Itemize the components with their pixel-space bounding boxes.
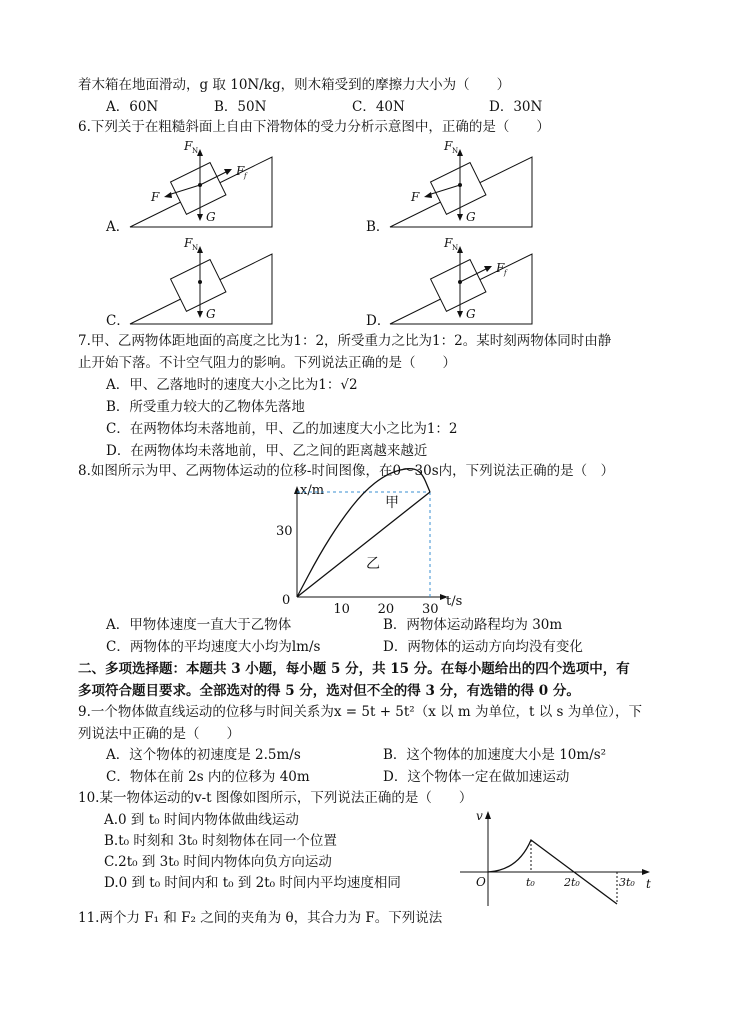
v-axis-label: v xyxy=(476,809,483,823)
g-label: G xyxy=(466,307,476,321)
q6-label-c: C． xyxy=(106,313,130,329)
q9-option-a: A．这个物体的初速度是 2.5m/s xyxy=(106,747,301,763)
ff-label: F xyxy=(236,164,245,178)
q5-option-d: D．30N xyxy=(489,99,543,115)
q5-stem-tail: 着木箱在地面滑动，g 取 10N/kg，则木箱受到的摩擦力大小为（ ） xyxy=(78,77,511,93)
t-axis-label: t xyxy=(646,877,651,891)
q10-vt-chart xyxy=(456,808,666,913)
q10-option-b: B.t₀ 时刻和 3t₀ 时刻物体在同一个位置 xyxy=(104,833,337,849)
t-tick-3t0: 3t₀ xyxy=(619,876,635,889)
q8-option-d: D．两物体的运动方向均没有变化 xyxy=(383,639,583,655)
g-label: G xyxy=(206,210,216,224)
q7-stem-1: 7.甲、乙两物体距地面的高度之比为1：2，所受重力之比为1：2。某时刻两物体同时由静 xyxy=(78,333,612,349)
ff-sub: f xyxy=(244,172,247,180)
q6-diagram-a xyxy=(110,135,280,235)
section2-heading-1: 二、多项选择题：本题共 3 小题，每小题 5 分，共 15 分。在每小题给出的四个选项中，有 xyxy=(78,661,630,677)
g-label: G xyxy=(206,307,216,321)
q10-option-c: C.2t₀ 到 3t₀ 时间内物体向负方向运动 xyxy=(104,854,332,870)
x-tick-30: 30 xyxy=(422,602,439,617)
q5-option-a: A．60N xyxy=(106,99,159,115)
q6-stem: 6.下列关于在粗糙斜面上自由下滑物体的受力分析示意图中，正确的是（ ） xyxy=(78,119,550,135)
q5-option-b: B．50N xyxy=(214,99,267,115)
q6-diagram-d xyxy=(370,232,540,332)
f-label: F xyxy=(151,190,160,204)
x-axis-label: t/s xyxy=(446,594,463,609)
q9-option-d: D．这个物体一定在做加速运动 xyxy=(383,769,570,785)
g-label: G xyxy=(466,210,476,224)
q8-option-a: A．甲物体速度一直大于乙物体 xyxy=(106,617,292,633)
q9-stem-2: 列说法中正确的是（ ） xyxy=(78,726,240,742)
fn-sub: N xyxy=(452,244,459,252)
q8-option-c: C．两物体的平均速度大小均为lm/s xyxy=(106,639,321,655)
q11-stem: 11.两个力 F₁ 和 F₂ 之间的夹角为 θ，其合力为 F。下列说法 xyxy=(78,910,443,926)
fn-label: F xyxy=(444,139,453,153)
t-tick-2t0: 2t₀ xyxy=(564,876,580,889)
q5-option-c: C．40N xyxy=(352,99,405,115)
fn-sub: N xyxy=(192,244,199,252)
x-tick-20: 20 xyxy=(377,602,395,617)
q7-option-c: C．在两物体均未落地前，甲、乙的加速度大小之比为1：2 xyxy=(106,421,458,437)
q7-option-a: A．甲、乙落地时的速度大小之比为1：√2 xyxy=(106,377,358,393)
fn-label: F xyxy=(184,139,193,153)
q7-stem-2: 止开始下落。不计空气阻力的影响。下列说法正确的是（ ） xyxy=(78,355,456,371)
q9-option-b: B．这个物体的加速度大小是 10m/s² xyxy=(383,747,607,763)
t-tick-t0: t₀ xyxy=(526,876,535,889)
q6-diagram-b xyxy=(370,135,540,235)
x-tick-10: 10 xyxy=(333,602,350,617)
section2-heading-2: 多项符合题目要求。全部选对的得 5 分，选对但不全的得 3 分，有选错的得 0 分。 xyxy=(78,683,580,699)
fn-label: F xyxy=(184,236,193,250)
q8-stem: 8.如图所示为甲、乙两物体运动的位移-时间图像，在0～30s内，下列说法正确的是（ ） xyxy=(78,463,615,479)
q10-stem: 10.某一物体运动的v-t 图像如图所示，下列说法正确的是（ ） xyxy=(78,790,473,806)
v-axis-arrow xyxy=(485,811,491,819)
q6-label-a: A． xyxy=(106,219,130,235)
fn-sub: N xyxy=(192,147,199,155)
q10-option-d: D.0 到 t₀ 时间内和 t₀ 到 2t₀ 时间内平均速度相同 xyxy=(104,875,401,891)
q6-diagram-c xyxy=(110,232,280,332)
series-jia-label: 甲 xyxy=(385,495,399,511)
q7-option-b: B．所受重力较大的乙物体先落地 xyxy=(106,399,305,415)
origin-label: 0 xyxy=(282,593,291,608)
fn-label: F xyxy=(444,236,453,250)
series-yi-line xyxy=(297,492,430,597)
q10-option-a: A.0 到 t₀ 时间内物体做曲线运动 xyxy=(104,812,299,828)
t-axis-arrow xyxy=(642,869,650,875)
q8-xt-chart xyxy=(270,480,470,615)
q9-option-c: C．物体在前 2s 内的位移为 40m xyxy=(106,769,310,785)
y-axis-label: x/m xyxy=(300,483,325,498)
q6-label-d: D． xyxy=(366,313,391,329)
series-yi-label: 乙 xyxy=(366,556,380,572)
ff-label: F xyxy=(496,261,505,275)
ff-sub: f xyxy=(504,269,507,277)
q9-stem-1: 9.一个物体做直线运动的位移与时间关系为x = 5t + 5t²（x 以 m 为单位，t 以 s 为单位），下 xyxy=(78,704,642,720)
fn-sub: N xyxy=(452,147,459,155)
q6-label-b: B． xyxy=(366,219,390,235)
f-label: F xyxy=(411,190,420,204)
origin-label: O xyxy=(476,875,486,889)
q8-option-b: B．两物体运动路程均为 30m xyxy=(383,617,563,633)
q7-option-d: D．在两物体均未落地前，甲、乙之间的距离越来越近 xyxy=(106,443,428,459)
y-tick-30: 30 xyxy=(276,524,293,539)
